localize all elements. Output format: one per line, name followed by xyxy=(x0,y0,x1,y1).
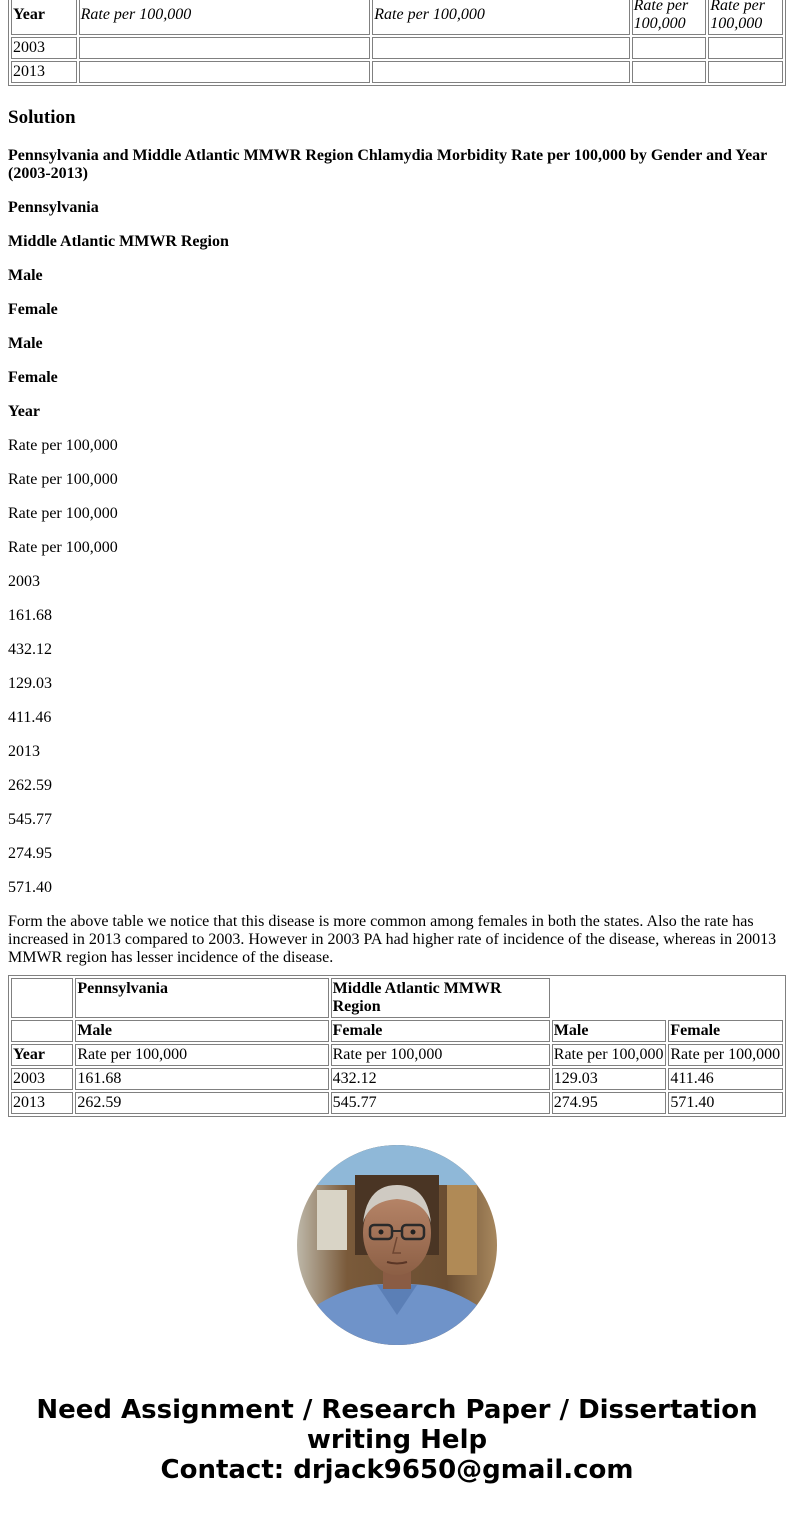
table-cell: Rate per 100,000 xyxy=(331,1044,550,1066)
table-cell: 2013 xyxy=(11,1092,73,1114)
table-cell: Rate per 100,000 xyxy=(632,0,707,35)
table-header-cell: Pennsylvania xyxy=(75,978,328,1018)
promo-headline: Need Assignment / Research Paper / Dissertation writing Help xyxy=(36,1395,758,1455)
avatar xyxy=(297,1145,497,1345)
table-cell: 274.95 xyxy=(552,1092,667,1114)
text-line: Rate per 100,000 xyxy=(8,437,118,454)
table-cell xyxy=(372,37,629,59)
table-cell xyxy=(708,37,783,59)
table-header-cell: Female xyxy=(668,1020,783,1042)
table-cell: Year xyxy=(11,1044,73,1066)
table-row xyxy=(11,1020,783,1042)
text-line: Year xyxy=(8,403,40,420)
solution-heading: Solution xyxy=(8,107,76,128)
text-line: Female xyxy=(8,369,58,386)
text-line: Female xyxy=(8,301,58,318)
table-cell: 262.59 xyxy=(75,1092,328,1114)
table-cell xyxy=(11,978,73,1018)
table-cell: Rate per 100,000 xyxy=(79,0,371,35)
table-cell: 571.40 xyxy=(668,1092,783,1114)
table-row xyxy=(11,1044,783,1066)
text-line: 545.77 xyxy=(8,811,52,828)
text-line: 571.40 xyxy=(8,879,52,896)
text-line: 129.03 xyxy=(8,675,52,692)
table-cell: Rate per 100,000 xyxy=(372,0,629,35)
text-line: 2003 xyxy=(8,573,40,590)
text-line: 411.46 xyxy=(8,709,52,726)
rate-table xyxy=(8,975,786,1117)
table-header-cell: Female xyxy=(331,1020,550,1042)
table-cell: 2003 xyxy=(11,1068,73,1090)
table-cell: Rate per 100,000 xyxy=(668,1044,783,1066)
table-cell: 2003 xyxy=(11,37,77,59)
empty-rate-table xyxy=(8,0,786,86)
table-cell xyxy=(632,37,707,59)
table-row xyxy=(11,0,783,35)
text-line: 262.59 xyxy=(8,777,52,794)
promo-banner xyxy=(0,1395,794,1485)
text-line: Rate per 100,000 xyxy=(8,471,118,488)
table-header-cell: Male xyxy=(552,1020,667,1042)
table-cell xyxy=(372,61,629,83)
text-line: Rate per 100,000 xyxy=(8,505,118,522)
text-line: Pennsylvania xyxy=(8,199,99,216)
table-cell: Year xyxy=(11,0,77,35)
text-line: Male xyxy=(8,267,43,284)
table-cell: 411.46 xyxy=(668,1068,783,1090)
table-header-cell: Middle Atlantic MMWR Region xyxy=(331,978,550,1018)
table-title: Pennsylvania and Middle Atlantic MMWR Region Chlamydia Morbidity Rate per 100,000 by Gender and Year (2003-2013) xyxy=(8,147,767,182)
table-row xyxy=(11,1068,783,1090)
table-cell: Rate per 100,000 xyxy=(75,1044,328,1066)
table-cell: 129.03 xyxy=(552,1068,667,1090)
text-line: Male xyxy=(8,335,43,352)
table-cell: Rate per 100,000 xyxy=(552,1044,667,1066)
text-line: 161.68 xyxy=(8,607,52,624)
table-row xyxy=(11,978,783,1018)
table-cell: 2013 xyxy=(11,61,77,83)
table-row xyxy=(11,61,783,83)
table-cell: 432.12 xyxy=(331,1068,550,1090)
table-cell xyxy=(79,37,371,59)
text-line: 2013 xyxy=(8,743,40,760)
table-cell xyxy=(79,61,371,83)
text-line: 274.95 xyxy=(8,845,52,862)
table-cell xyxy=(708,61,783,83)
table-cell xyxy=(632,61,707,83)
conclusion-paragraph: Form the above table we notice that this disease is more common among females in both the states. Also the rate has increased in 2013 compared to 2003. However in 2003 PA had higher rate of incidence of the disease, whereas in 20013 MMWR region has lesser incidence of the disease. xyxy=(8,913,777,966)
table-header-cell: Male xyxy=(75,1020,328,1042)
table-cell xyxy=(11,1020,73,1042)
text-line: Rate per 100,000 xyxy=(8,539,118,556)
table-row xyxy=(11,1092,783,1114)
table-row xyxy=(11,37,783,59)
promo-contact: Contact: drjack9650@gmail.com xyxy=(160,1455,634,1485)
table-cell: Rate per 100,000 xyxy=(708,0,783,35)
table-cell: 545.77 xyxy=(331,1092,550,1114)
text-line: 432.12 xyxy=(8,641,52,658)
portrait-image xyxy=(297,1145,497,1345)
text-line: Middle Atlantic MMWR Region xyxy=(8,233,229,250)
table-cell: 161.68 xyxy=(75,1068,328,1090)
